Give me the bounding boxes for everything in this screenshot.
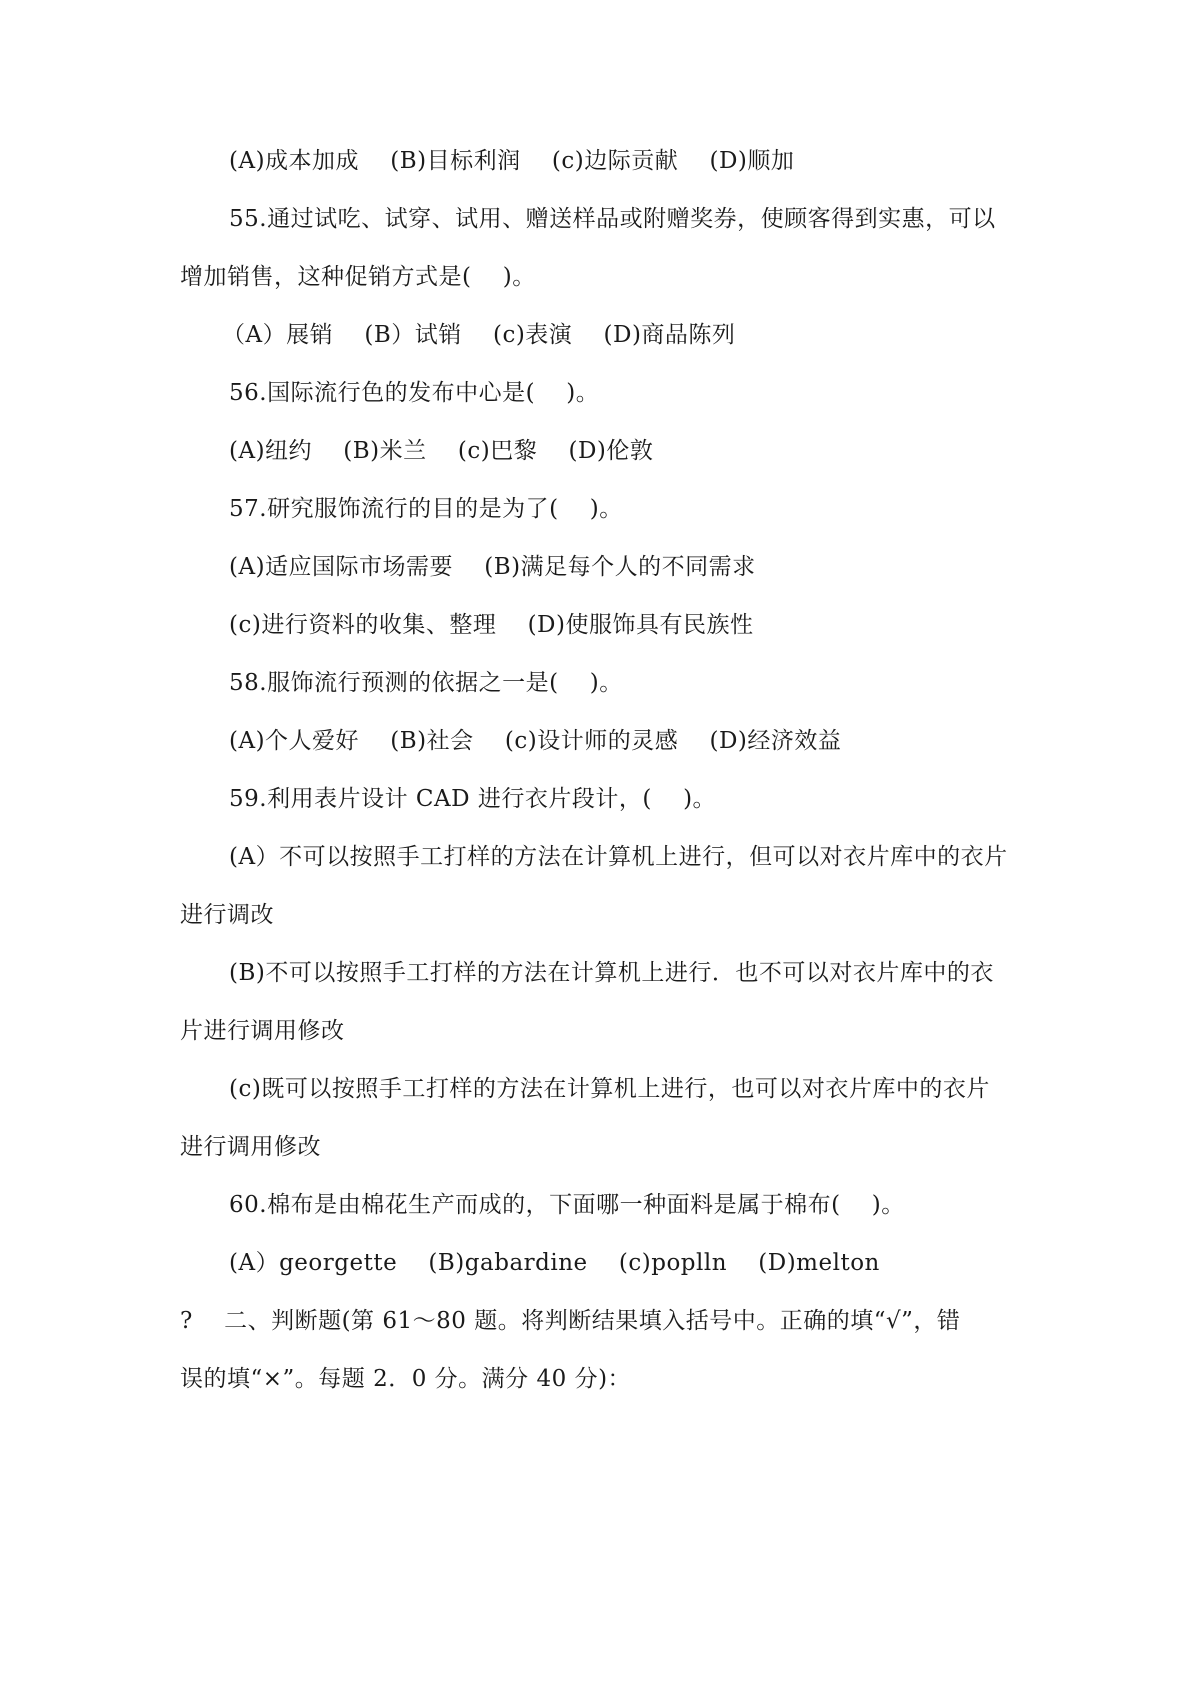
q59-option-c-line2: 进行调用修改 bbox=[180, 1134, 321, 1160]
q60-stem: 60.棉布是由棉花生产而成的，下面哪一种面料是属于棉布( )。 bbox=[229, 1192, 905, 1218]
q55-stem-line2: 增加销售，这种促销方式是( )。 bbox=[180, 264, 536, 290]
section-two-heading-line1: ? 二、判断题(第 61～80 题。将判断结果填入括号中。正确的填“√”，错 bbox=[180, 1308, 961, 1334]
q55-options: （A）展销 (B）试销 (c)表演 (D)商品陈列 bbox=[222, 322, 736, 348]
q58-stem: 58.服饰流行预测的依据之一是( )。 bbox=[229, 670, 623, 696]
q54-options: (A)成本加成 (B)目标利润 (c)边际贡献 (D)顺加 bbox=[229, 148, 795, 174]
q59-option-a-line1: (A）不可以按照手工打样的方法在计算机上进行，但可以对衣片库中的衣片 bbox=[229, 844, 1008, 870]
q55-stem-line1: 55.通过试吃、试穿、试用、赠送样品或附赠奖券，使顾客得到实惠，可以 bbox=[229, 206, 996, 232]
q58-options: (A)个人爱好 (B)社会 (c)设计师的灵感 (D)经济效益 bbox=[229, 728, 842, 754]
q60-options: (A）georgette (B)gabardine (c)poplln (D)melton bbox=[229, 1250, 880, 1276]
q59-option-a-line2: 进行调改 bbox=[180, 902, 274, 928]
q57-options-row1: (A)适应国际市场需要 (B)满足每个人的不同需求 bbox=[229, 554, 756, 580]
section-two-heading-line2: 误的填“×”。每题 2．0 分。满分 40 分)： bbox=[180, 1366, 632, 1392]
q59-option-c-line1: (c)既可以按照手工打样的方法在计算机上进行，也可以对衣片库中的衣片 bbox=[229, 1076, 990, 1102]
q59-option-b-line1: (B)不可以按照手工打样的方法在计算机上进行．也不可以对衣片库中的衣 bbox=[229, 960, 994, 986]
q56-stem: 56.国际流行色的发布中心是( )。 bbox=[229, 380, 600, 406]
q59-option-b-line2: 片进行调用修改 bbox=[180, 1018, 345, 1044]
q57-options-row2: (c)进行资料的收集、整理 (D)使服饰具有民族性 bbox=[229, 612, 754, 638]
q56-options: (A)纽约 (B)米兰 (c)巴黎 (D)伦敦 bbox=[229, 438, 654, 464]
q59-stem: 59.利用表片设计 CAD 进行衣片段计，( )。 bbox=[229, 786, 717, 812]
q57-stem: 57.研究服饰流行的目的是为了( )。 bbox=[229, 496, 623, 522]
